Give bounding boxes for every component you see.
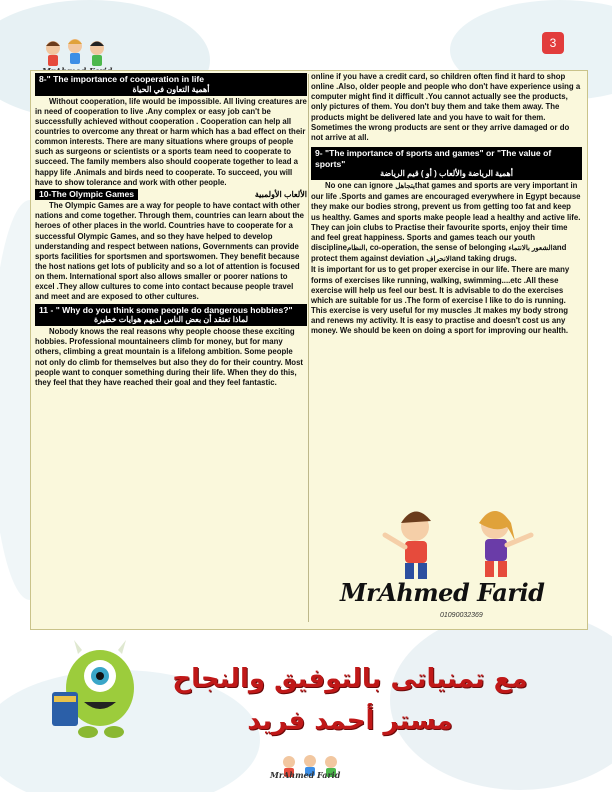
signature-name: MrAhmed Farid [340, 578, 545, 607]
section-8-body: Without cooperation, life would be impossible. All living creatures are in need of cooperation to live .Any complex or easy job can't be successfully achieved without cooperation . Cooperation can help all countries to overcome any threat or harm which has a bad effect on their common interests. There are many situations where groups of people such as surgeons or scientists or a sports team need to cooperate to succeed. The family members also should cooperate together to lead a happy life .Animals and birds need to cooperate. To succeed, you will have to show tolerance and work with other people. [35, 96, 307, 187]
section-8-header [35, 73, 307, 96]
s9-text-a: No one can ignore [325, 181, 396, 191]
s9-gloss-discipline: النظام [346, 245, 366, 253]
logo-text-bottom: MrAhmed Farid [270, 770, 341, 780]
section-9-paragraph-1 [311, 181, 582, 265]
section-9-title: 9- "The importance of sports and games" or "The value of sports" [315, 148, 552, 169]
section-9-title-ar: أهمية الرياضة والألعاب ( أو ) قيم الرياضة [380, 169, 513, 179]
closing-wishes-line: مع تمنياتى بالتوفيق والنجاح [172, 664, 528, 694]
one-eyed-monster-mascot-icon [38, 630, 148, 742]
section-11-body: Nobody knows the real reasons why people choose these exciting hobbies. Professional mountaineers climb for money, but for many others, climbing a great mountain is a lifelong ambition. Some people not only do climb for themselves but also they do for their country. Most people want to conquer something during their life. When they do this, they feel that they have reached their goal and they feel fantastic. [35, 327, 304, 387]
section-11-header [35, 304, 307, 327]
s9-gloss-ignore: يتجاهل [395, 183, 415, 191]
section-10-title-ar: الألعاب الأولمبية [254, 189, 307, 199]
shopping-continued-text: online if you have a credit card, so children often find it hard to shop online .Also, older people and people who don't have experience using a computer might find it difficult .You cannot actually see the products, only pictures of them. You don't buy them and take them away. The products might be delivered late and you have to wait for them. Sometimes the wrong products are sent or they arrive damaged or do not arrive at all. [311, 72, 581, 142]
column-divider [308, 74, 309, 622]
s9-gloss-deviation: الانحراف [426, 256, 452, 264]
section-9-header [311, 147, 582, 180]
closing-teacher-name: مستر أحمد فريد [247, 706, 453, 736]
section-10-body: The Olympic Games are a way for people to have contact with other nations and come together. Through them, countries can learn about the heroes of other places in the world. Countries have to cooperate for a successful Olympic Games, and so they have helped to develop understanding and respect between nations, Governments can provide sports facilities for sportsmen and sportswomen. They benefit because the host nations get lots of publicity and so a lot of attention is focused on them. International sport also allows smaller or poorer nations to excel .They allow cultures to come into contact because people travel and meet and are exposed to other cultures. [35, 201, 305, 302]
section-9-paragraph-2: It is important for us to get proper exercise in our life. There are many forms of exercises like running, walking, swimming....etc .All these exercise will help us feel our best. It is advisable to do the exercises which are suitable for us .The form of exercise I like to do is running. This exercise is very useful for my muscles .It makes my body strong and renews my activity. It is easy to practise and doesn't cost us any money. We should be keen on doing a sport for improving our health. [311, 265, 570, 336]
s9-gloss-belonging: الشعور بالانتماء [508, 245, 553, 253]
section-10-title: 10-The Olympic Games [35, 189, 138, 200]
s9-text-d: and protect them against deviation [311, 243, 567, 264]
running-kids-icon [355, 505, 565, 585]
section-11-title-ar: لماذا تعتقد أن بعض الناس لديهم هوايات خطيرة [93, 315, 249, 325]
s9-text-e: and taking drugs. [451, 254, 517, 264]
s9-text-c: , co-operation, the sense of belonging [365, 243, 509, 253]
section-8-title: 8-" The importance of cooperation in life [39, 74, 204, 84]
section-11-title: 11 - " Why do you think some people do dangerous hobbies?" [39, 304, 293, 315]
section-8-title-ar: أهمية التعاون في الحياة [132, 84, 210, 94]
kids-logo-bottom-icon [265, 752, 355, 786]
right-column [311, 72, 582, 336]
page-number-badge: 3 [542, 32, 564, 54]
signature-phone: 01090032369 [440, 612, 483, 619]
s9-text-b: that games and sports are very important in our life .Sports and games are encouraged everywhere in Egypt because they make our bodies strong, prevent us from getting too fat and keep us healthy. Games and sports make people lead a healthy and active life. They can join clubs to Practise their favourite sports, enjoy their time and feel great happiness. Sports and games teach our youth discipline [311, 181, 581, 253]
left-column [35, 72, 307, 388]
section-10-header [35, 189, 307, 200]
